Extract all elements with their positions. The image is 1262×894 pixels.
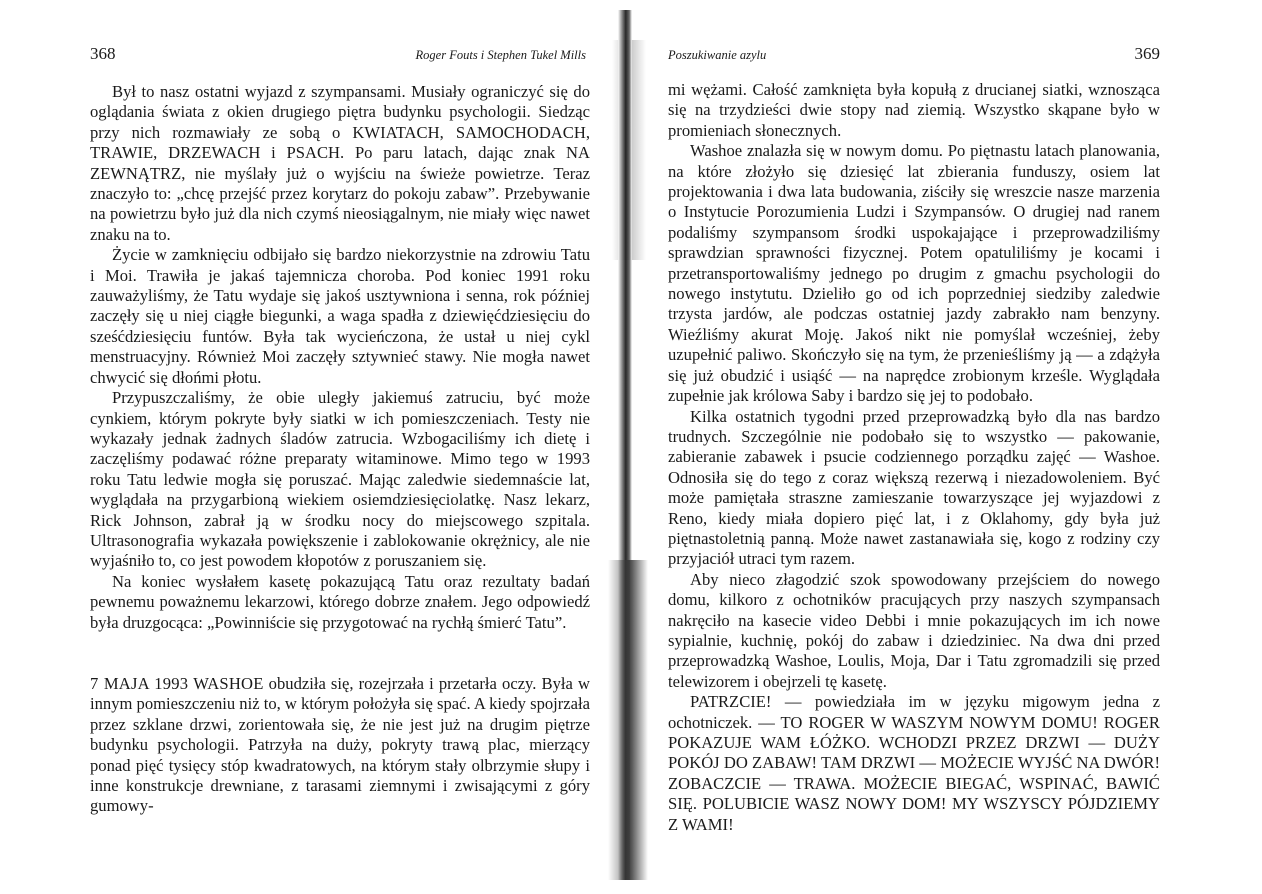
section-opening-paragraph: [90, 674, 590, 817]
page-number-right: 369: [1134, 44, 1160, 63]
left-page: [90, 0, 590, 894]
right-page-body: [668, 80, 1160, 835]
section-break: [90, 633, 590, 674]
paragraph: Washoe znalazła się w nowym domu. Po piętnastu latach planowania, na które złożyło się dziesięć lat zbierania funduszy, osiem lat projektowania i dwa lata budowania, ziściły się wreszcie nasze marzenia o Instytucie Porozumienia Ludzi i Szympansów. O drugiej nad ranem podaliśmy szympansom środki uspokajające i przeprowadziliśmy sprawdzian sprawności fizycznej. Potem opatuliliśmy je kocami i przetransportowaliśmy jednego po drugim z gmachu psychologii do nowego instytutu. Dzieliło go od ich poprzedniej siedziby zaledwie trzysta jardów, ale podczas ostatniej jazdy zabrakło nam benzyny. Wieźliśmy akurat Moję. Jakoś nikt nie pomyślał wcześniej, żeby uzupełnić paliwo. Skończyło się na tym, że przenieśliśmy ją — a zdążyła się już obudzić i usiąść — na naprędce zrobionym krześle. Wyglądała zupełnie jak królowa Saby i bardzo się jej to podobało.: [668, 141, 1160, 406]
right-page-header: [668, 46, 1160, 66]
running-title-right: Poszukiwanie azylu: [668, 48, 767, 62]
paragraph: Aby nieco złagodzić szok spowodowany przejściem do nowego domu, kilkoro z ochotników pracujących przy naszych szympansach nakręciło na kasecie video Debbi i mnie pokazujących im ich nowe sypialnie, kuchnię, pokój do zabaw i dziedziniec. Na dwa dni przed przeprowadzką Washoe, Loulis, Moja, Dar i Tatu zgromadzili się przed telewizorem i obejrzeli tę kasetę.: [668, 569, 1160, 691]
page-number-left: 368: [90, 44, 116, 63]
running-title-left: Roger Fouts i Stephen Tukel Mills: [415, 48, 586, 62]
section-lead: 7 MAJA 1993 WASHOE: [90, 673, 264, 693]
paragraph: Przypuszczaliśmy, że obie uległy jakiemuś zatruciu, być może cynkiem, którym pokryte były siatki w ich pomieszczeniach. Testy nie wykazały jednak żadnych śladów zatrucia. Wzbogaciliśmy ich dietę i zaczęliśmy podawać różne preparaty witaminowe. Mimo tego w 1993 roku Tatu ledwie mogła się poruszać. Mając zaledwie siedemnaście lat, wyglądała na przygarbioną wiekiem osiemdziesięciolatkę. Nasz lekarz, Rick Johnson, zabrał ją w środku nocy do miejscowego szpitala. Ultrasonografia wykazała powiększenie i zablokowanie okrężnicy, ale nie wyjaśniło to, co jest powodem kłopotów z poruszaniem się.: [90, 388, 590, 571]
paragraph: Kilka ostatnich tygodni przed przeprowadzką było dla nas bardzo trudnych. Szczególnie nie podobało się to wszystko — pakowanie, zabieranie zabawek i psucie codziennego porządku zajęć — Washoe. Odnosiła się do tego z coraz większą rezerwą i niezadowoleniem. Być może pamiętała straszne zamieszanie towarzyszące jej wyjazdowi z Reno, kiedy miała dopiero pięć lat, i z Oklahomy, gdy była już piętnastoletnią panną. Może nawet zastanawiała się, kogo z rodziny czy przyjaciół utraci tym razem.: [668, 406, 1160, 569]
left-page-header: [90, 46, 590, 66]
paragraph-continued: mi wężami. Całość zamknięta była kopułą z drucianej siatki, wznosząca się na trzydzieści dwie stopy nad ziemią. Wszystko skąpane było w promieniach słonecznych.: [668, 80, 1160, 140]
paragraph: Był to nasz ostatni wyjazd z szympansami. Musiały ograniczyć się do oglądania świata z okien drugiego piętra budynku psychologii. Siedząc przy nich rozmawiały ze sobą o KWIATACH, SAMOCHODACH, TRAWIE, DRZEWACH i PSACH. Po paru latach, dając znak NA ZEWNĄTRZ, nie myślały już o wyjściu na świeże powietrze. Teraz znaczyło to: „chcę przejść przez korytarz do pokoju zabaw”. Przebywanie na powietrzu było już dla nich czymś nieosiągalnym, nie miały więc nawet znaku na to.: [90, 82, 590, 244]
paragraph: PATRZCIE! — powiedziała im w języku migowym jedna z ochotniczek. — TO ROGER W WASZYM NOWYM DOMU! ROGER POKAZUJE WAM ŁÓŻKO. WCHODZI PRZEZ DRZWI — DUŻY POKÓJ DO ZABAW! TAM DRZWI — MOŻECIE WYJŚĆ NA DWÓR! ZOBACZCIE — TRAWA. MOŻECIE BIEGAĆ, WSPINAĆ, BAWIĆ SIĘ. POLUBICIE WASZ NOWY DOM! MY WSZYSCY PÓJDZIEMY Z WAMI!: [668, 692, 1160, 834]
paragraph: Życie w zamknięciu odbijało się bardzo niekorzystnie na zdrowiu Tatu i Moi. Trawiła je jakaś tajemnicza choroba. Pod koniec 1991 roku zauważyliśmy, że Tatu wydaje się jakoś usztywniona i senna, rok później zaczęły się u niej ciągłe biegunki, a waga spadła z dziewięćdziesięciu do sześćdziesięciu funtów. Była tak wycieńczona, że ustał u niej cykl menstruacyjny. Również Moi zaczęły sztywnieć stawy. Nie mogła nawet chwycić się dłońmi płotu.: [90, 245, 590, 387]
left-page-body: [90, 82, 590, 817]
section-text: obudziła się, rozejrzała i przetarła oczy. Była w innym pomieszczeniu niż to, w którym położyła się spać. A kiedy spojrzała przez szklane drzwi, zorientowała się, że nie jest już na drugim piętrze budynku psychologii. Patrzyła na duży, pokryty trawą plac, mierzący ponad pięć tysięcy stóp kwadratowych, na którym stały olbrzymie słupy i inne konstrukcje drewniane, z tarasami ziemnymi i zwisającymi z góry gumowy-: [90, 673, 590, 816]
paragraph: Na koniec wysłałem kasetę pokazującą Tatu oraz rezultaty badań pewnemu poważnemu lekarzowi, którego dobrze znałem. Jego odpowiedź była druzgocąca: „Powinniście się przygotować na rychłą śmierć Tatu”.: [90, 571, 590, 632]
book-gutter: [588, 0, 658, 894]
right-page: [668, 0, 1160, 894]
